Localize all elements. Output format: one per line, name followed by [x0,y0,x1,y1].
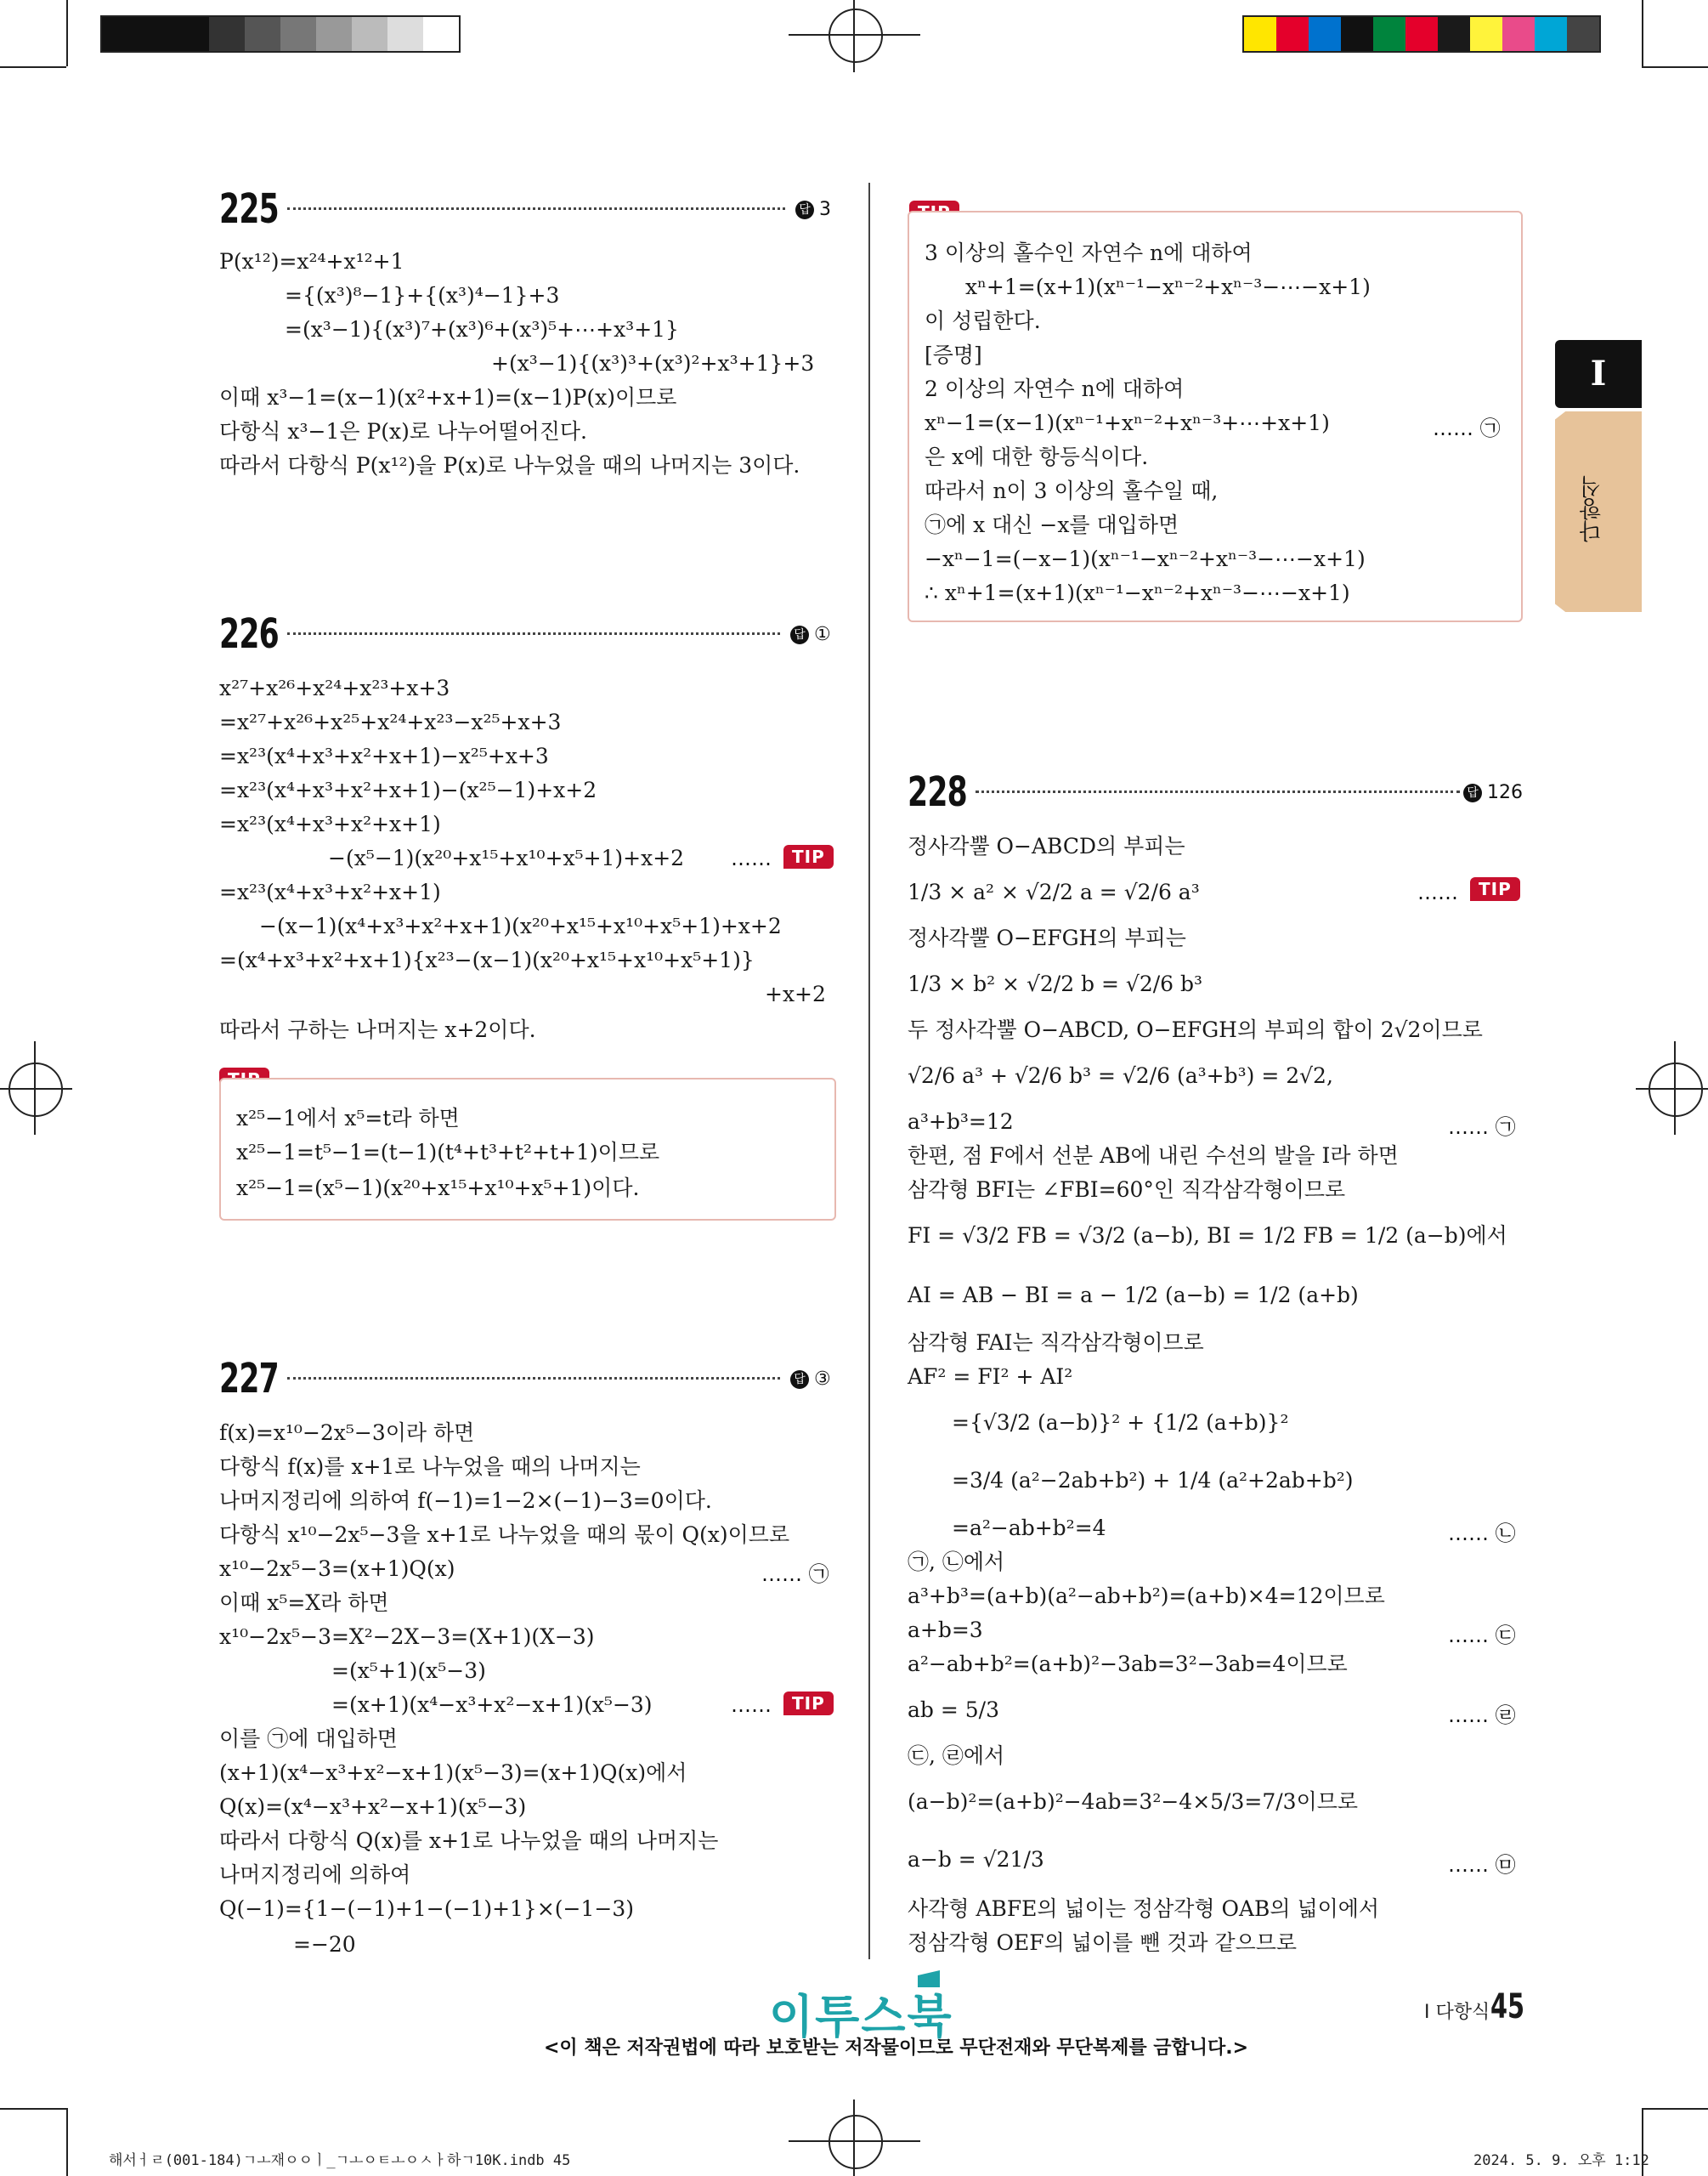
solution-line: 따라서 구하는 나머지는 x+2이다. [219,1017,536,1042]
tip-tag: TIP [783,845,834,869]
solution-line: ab = 5/3 [908,1697,999,1722]
chapter-tab: I [1555,340,1642,408]
reference-mark: …… ㉣ [1448,1703,1516,1727]
solution-line: =x²³(x⁴+x³+x²+x+1)−(x²⁵−1)+x+2 [219,778,597,802]
solution-line: 삼각형 BFI는 ∠FBI=60°인 직각삼각형이므로 [908,1177,1346,1202]
answer-label [795,199,831,220]
tip-line: 따라서 n이 3 이상의 홀수일 때, [925,479,1219,503]
solution-line: x²⁷+x²⁶+x²⁴+x²³+x+3 [219,676,450,700]
solution-line: +(x³−1){(x³)³+(x³)²+x³+1}+3 [491,351,815,376]
chapter-footer: I 다항식 [1424,2002,1490,2023]
dotted-leader [287,207,785,210]
dotted-leader [287,632,780,635]
solution-line: 1/3 × a² × √2/2 a = √2/6 a³ [908,880,1200,904]
solution-line: =x²³(x⁴+x³+x²+x+1) [219,880,441,904]
solution-line: Q(−1)={1−(−1)+1−(−1)+1}×(−1−3) [219,1896,635,1921]
tip-line: x²⁵−1=(x⁵−1)(x²⁰+x¹⁵+x¹⁰+x⁵+1)이다. [236,1176,640,1200]
problem-number: 227 [219,1355,279,1402]
solution-line: 한편, 점 F에서 선분 AB에 내린 수선의 발을 I라 하면 [908,1143,1399,1168]
reference-mark: …… ㉤ [1448,1853,1516,1877]
tip-line: 은 x에 대한 항등식이다. [925,445,1149,469]
tip-tag: TIP [1470,877,1520,901]
solution-line: a+b=3 [908,1618,983,1642]
registration-mark-top [829,8,883,63]
answer-value: 126 [1487,782,1523,803]
solution-line: P(x¹²)=x²⁴+x¹²+1 [219,249,404,274]
tip-line: x²⁵−1=t⁵−1=(t−1)(t⁴+t³+t²+t+1)이므로 [236,1140,660,1164]
solution-line: −(x⁵−1)(x²⁰+x¹⁵+x¹⁰+x⁵+1)+x+2 [328,846,685,870]
tip-line: ∴ xⁿ+1=(x+1)(xⁿ⁻¹−xⁿ⁻²+xⁿ⁻³−⋯−x+1) [925,581,1350,605]
grayscale-calibration-bar [100,15,461,53]
solution-line: 따라서 다항식 Q(x)를 x+1로 나누었을 때의 나머지는 [219,1828,719,1853]
solution-line: 나머지정리에 의하여 [219,1862,411,1887]
solution-line: 정삼각형 OEF의 넓이를 뺀 것과 같으므로 [908,1930,1298,1955]
solution-line: 사각형 ABFE의 넓이는 정삼각형 OAB의 넓이에서 [908,1896,1380,1921]
copyright-notice: <이 책은 저작권법에 따라 보호받는 저작물이므로 무단전재와 무단복제를 금합니다.> [544,2037,1249,2059]
logo-flag-icon [918,1970,940,1987]
solution-line: 1/3 × b² × √2/2 b = √2/6 b³ [908,972,1203,996]
tip-line: xⁿ−1=(x−1)(xⁿ⁻¹+xⁿ⁻²+xⁿ⁻³+⋯+x+1) [925,411,1330,435]
solution-line: ={√3/2 (a−b)}² + {1/2 (a+b)}² [952,1410,1289,1435]
solution-line: 다항식 x³−1은 P(x)로 나누어떨어진다. [219,419,587,444]
solution-line: 따라서 다항식 P(x¹²)을 P(x)로 나누었을 때의 나머지는 3이다. [219,453,800,478]
solution-line: a²−ab+b²=(a+b)²−3ab=3²−3ab=4이므로 [908,1652,1348,1676]
solution-line: =x²³(x⁴+x³+x²+x+1) [219,812,441,836]
solution-line: ㉢, ㉣에서 [908,1743,1005,1768]
solution-line: x¹⁰−2x⁵−3=X²−2X−3=(X+1)(X−3) [219,1624,595,1649]
solution-line: =x²³(x⁴+x³+x²+x+1)−x²⁵+x+3 [219,744,549,768]
solution-line: (x+1)(x⁴−x³+x²−x+1)(x⁵−3)=(x+1)Q(x)에서 [219,1760,687,1785]
solution-line: AF² = FI² + AI² [908,1364,1073,1389]
tip-line: ㉠에 x 대신 −x를 대입하면 [925,513,1179,537]
solution-line: √2/6 a³ + √2/6 b³ = √2/6 (a³+b³) = 2√2, [908,1063,1333,1088]
file-slug: 해서ㅓㄹ(001-184)ㄱㅗ재ㅇㅇㅣ_ㄱㅗㅇㅌㅗㅇㅅㅏ하ㄱ10K.indb 45 [109,2152,571,2169]
solution-line: x¹⁰−2x⁵−3=(x+1)Q(x) [219,1556,455,1581]
solution-line: 다항식 x¹⁰−2x⁵−3을 x+1로 나누었을 때의 몫이 Q(x)이므로 [219,1522,790,1547]
answer-icon: 답 [790,626,809,644]
solution-line: 삼각형 FAI는 직각삼각형이므로 [908,1330,1204,1355]
solution-line: =(x⁵+1)(x⁵−3) [331,1658,486,1683]
solution-line: =(x³−1){(x³)⁷+(x³)⁶+(x³)⁵+⋯+x³+1} [285,317,679,342]
dotted-leader [287,1377,780,1380]
chapter-tab-label: 다항식 [1580,476,1605,542]
solution-line: 이때 x³−1=(x−1)(x²+x+1)=(x−1)P(x)이므로 [219,385,677,410]
solution-line: (a−b)²=(a+b)²−4ab=3²−4×5/3=7/3이므로 [908,1789,1359,1814]
answer-value: ③ [814,1368,831,1390]
answer-value: 3 [819,199,831,220]
tip-line: 2 이상의 자연수 n에 대하여 [925,377,1185,401]
registration-mark-bottom [829,2115,883,2169]
leader-dots: …… [1417,881,1458,904]
registration-mark-right [1649,1062,1703,1117]
tip-line: 3 이상의 홀수인 자연수 n에 대하여 [925,241,1253,265]
solution-line: ={(x³)⁸−1}+{(x³)⁴−1}+3 [285,283,560,308]
answer-label [790,1368,831,1390]
solution-line: =(x⁴+x³+x²+x+1){x²³−(x−1)(x²⁰+x¹⁵+x¹⁰+x⁵+1)} [219,948,755,972]
reference-mark: …… ㉠ [1448,1115,1516,1139]
tip-tag: TIP [783,1692,834,1715]
publisher-logo: 이투스북 [769,1990,953,2043]
solution-line: 이를 ㉠에 대입하면 [219,1726,398,1751]
print-date: 2024. 5. 9. 오후 1:12 [1473,2152,1649,2169]
leader-dots: …… [731,1693,772,1717]
problem-number: 225 [219,185,279,233]
solution-line: a−b = √21/3 [908,1847,1044,1872]
reference-mark: …… ㉠ [1433,416,1501,440]
solution-line: +x+2 [765,982,826,1006]
problem-number: 228 [908,768,967,816]
reference-mark: …… ㉢ [1448,1624,1516,1647]
answer-label [790,624,831,645]
leader-dots: …… [731,847,772,870]
solution-line: AI = AB − BI = a − 1/2 (a−b) = 1/2 (a+b) [908,1283,1359,1307]
registration-mark-left [8,1062,63,1117]
tip-line: −xⁿ−1=(−x−1)(xⁿ⁻¹−xⁿ⁻²+xⁿ⁻³−⋯−x+1) [925,547,1366,571]
solution-line: 정사각뿔 O−EFGH의 부피는 [908,926,1186,950]
answer-icon: 답 [795,201,814,219]
solution-line: a³+b³=12 [908,1109,1014,1134]
problem-number: 226 [219,610,279,658]
solution-line: 다항식 f(x)를 x+1로 나누었을 때의 나머지는 [219,1454,641,1479]
answer-icon: 답 [790,1370,809,1389]
answer-icon: 답 [1463,784,1482,802]
solution-line: 정사각뿔 O−ABCD의 부피는 [908,834,1185,858]
reference-mark: …… ㉠ [761,1562,829,1586]
solution-line: ㉠, ㉡에서 [908,1550,1005,1574]
color-calibration-bar [1242,15,1601,53]
answer-value: ① [814,624,831,645]
page-number: 45 [1490,1987,1525,2026]
solution-line: =−20 [293,1932,356,1957]
solution-line: FI = √3/2 FB = √3/2 (a−b), BI = 1/2 FB = 1/2 (a−b)에서 [908,1223,1507,1248]
tip-line: 이 성립한다. [925,309,1041,333]
solution-line: 두 정사각뿔 O−ABCD, O−EFGH의 부피의 합이 2√2이므로 [908,1017,1483,1042]
solution-line: a³+b³=(a+b)(a²−ab+b²)=(a+b)×4=12이므로 [908,1584,1385,1608]
solution-line: Q(x)=(x⁴−x³+x²−x+1)(x⁵−3) [219,1794,527,1819]
solution-line: 나머지정리에 의하여 f(−1)=1−2×(−1)−3=0이다. [219,1488,712,1513]
solution-line: −(x−1)(x⁴+x³+x²+x+1)(x²⁰+x¹⁵+x¹⁰+x⁵+1)+x+2 [259,914,782,938]
tip-line: xⁿ+1=(x+1)(xⁿ⁻¹−xⁿ⁻²+xⁿ⁻³−⋯−x+1) [965,275,1371,299]
tip-line: [증명] [925,343,982,367]
dotted-leader [976,790,1460,793]
solution-line: =(x+1)(x⁴−x³+x²−x+1)(x⁵−3) [331,1692,653,1717]
tip-line: x²⁵−1에서 x⁵=t라 하면 [236,1106,460,1130]
reference-mark: …… ㉡ [1448,1522,1516,1545]
answer-label [1463,782,1523,803]
solution-line: =a²−ab+b²=4 [952,1516,1106,1540]
column-divider [868,183,870,1959]
solution-line: 이때 x⁵=X라 하면 [219,1590,389,1615]
solution-line: =3/4 (a²−2ab+b²) + 1/4 (a²+2ab+b²) [952,1468,1354,1493]
solution-line: =x²⁷+x²⁶+x²⁵+x²⁴+x²³−x²⁵+x+3 [219,710,562,734]
solution-line: f(x)=x¹⁰−2x⁵−3이라 하면 [219,1420,475,1445]
